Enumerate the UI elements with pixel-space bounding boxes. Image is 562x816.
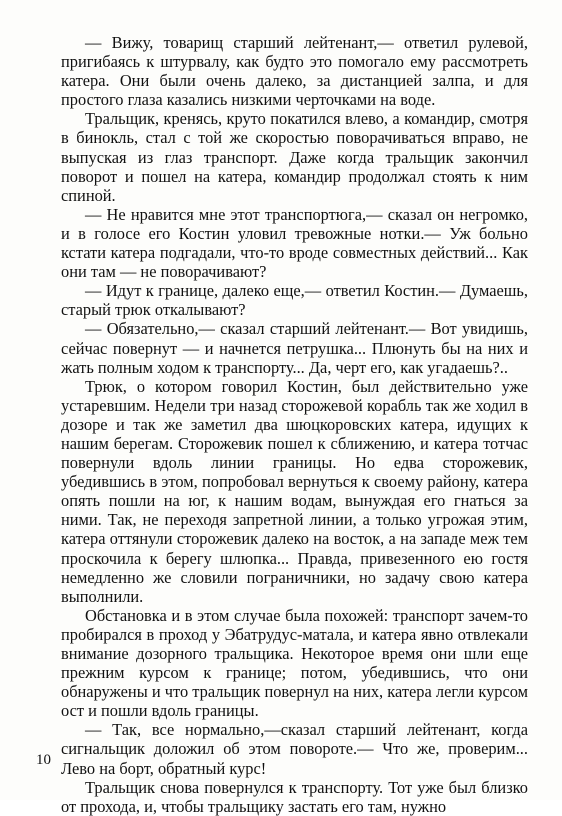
paragraph-7: Обстановка и в этом случае была похожей: транспорт зачем-то пробирался в проход у Эбатрудус-матала, и катера явно отвлекали внимание дозорного тральщика. Некоторое время они шли еще прежним курсом к границе; потом, убедившись, что они обнаружены и что тральщик повернул на них, катера легли курсом ост и пошли вдоль границы. <box>61 605 528 721</box>
body-text <box>61 33 528 816</box>
paragraph-5: — Обязательно,— сказал старший лейтенант.— Вот увидишь, сейчас повернут — и начнется петрушка... Плюнуть бы на них и жать полным ходом к транспорту... Да, черт его, как угадаешь?.. <box>61 319 528 377</box>
paragraph-6: Трюк, о котором говорил Костин, был действительно уже устаревшим. Недели три назад сторожевой корабль так же ходил в дозоре и так же заметил два шюцкоровских катера, идущих к нашим берегам. Сторожевик пошел к сближению, и катера тотчас повернули вдоль линии границы. Но едва сторожевик, убедившись в этом, попробовал вернуться к своему району, катера опять пошли на юг, к нашим водам, вынуждая его гнаться за ними. Так, не переходя запретной линии, а только угрожая этим, катера оттянули сторожевик далеко на восток, а на западе меж тем проскочила к берегу шлюпка... Правда, привезенного ею гостя немедленно же словили пограничники, но задачу свою катера выполнили. <box>61 376 528 606</box>
paragraph-1: — Вижу, товарищ старший лейтенант,— ответил рулевой, пригибаясь к штурвалу, как будто это помогало ему рассмотреть катера. Они были очень далеко, за дистанцией залпа, и для простого глаза казались низкими черточками на воде. <box>61 33 528 110</box>
paragraph-2: Тральщик, кренясь, круто покатился влево, а командир, смотря в бинокль, стал с той же скоростью поворачиваться вправо, не выпуская из глаз транспорт. Даже когда тральщик закончил поворот и пошел на катера, командир продолжал стоять к ним спиной. <box>61 109 528 205</box>
page-number: 10 <box>36 752 51 768</box>
paragraph-4: — Идут к границе, далеко еще,— ответил Костин.— Думаешь, старый трюк откалывают? <box>61 281 528 320</box>
paragraph-9: Тральщик снова повернулся к транспорту. Тот уже был близко от прохода, и, чтобы тральщику застать его там, нужно <box>61 777 528 816</box>
paragraph-8: — Так, все нормально,—сказал старший лейтенант, когда сигнальщик доложил об этом повороте.— Что же, проверим... Лево на борт, обратный курс! <box>61 720 528 778</box>
paragraph-3: — Не нравится мне этот транспортюга,— сказал он негромко, и в голосе его Костин уловил тревожные нотки.— Уж больно кстати катера подгадали, что-то вроде совместных действий... Как они там — не поворачивают? <box>61 204 528 282</box>
